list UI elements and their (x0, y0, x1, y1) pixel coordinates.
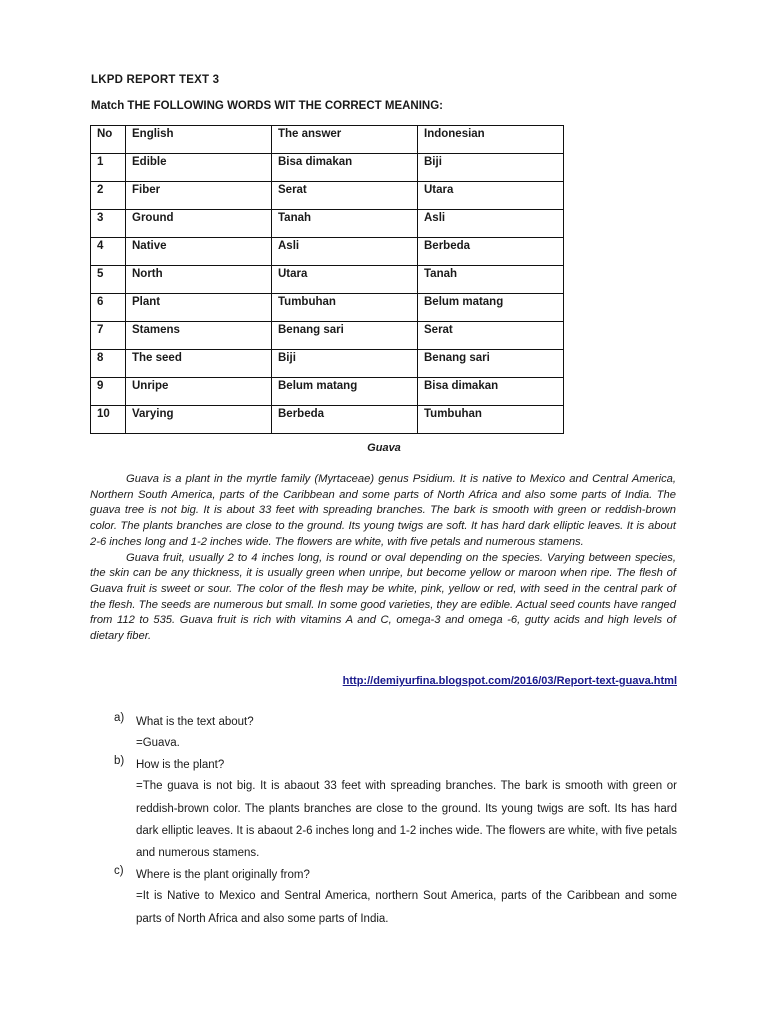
cell-english: Plant (126, 294, 272, 322)
cell-answer: Utara (272, 266, 418, 294)
question-text: How is the plant? (136, 759, 225, 772)
table-header-row (91, 126, 564, 154)
cell-no: 9 (91, 378, 126, 406)
cell-indonesian: Tumbuhan (418, 406, 564, 434)
cell-indonesian: Serat (418, 322, 564, 350)
cell-english: Edible (126, 154, 272, 182)
cell-english: Varying (126, 406, 272, 434)
header-indonesian: Indonesian (418, 126, 564, 154)
question-item (114, 755, 677, 864)
header-english: English (126, 126, 272, 154)
source-link[interactable]: http://demiyurfina.blogspot.com/2016/03/Report-text-guava.html (342, 675, 677, 687)
cell-english: North (126, 266, 272, 294)
answer-text: =Guava. (136, 737, 180, 749)
cell-indonesian: Tanah (418, 266, 564, 294)
cell-indonesian: Berbeda (418, 238, 564, 266)
cell-answer: Biji (272, 350, 418, 378)
question-list (114, 712, 677, 931)
question-marker: a) (114, 712, 125, 724)
cell-indonesian: Belum matang (418, 294, 564, 322)
document-title: LKPD REPORT TEXT 3 (91, 74, 220, 86)
cell-no: 8 (91, 350, 126, 378)
table-row (91, 378, 564, 406)
question-text: Where is the plant originally from? (136, 869, 310, 882)
cell-no: 3 (91, 210, 126, 238)
cell-english: Ground (126, 210, 272, 238)
cell-indonesian: Biji (418, 154, 564, 182)
question-marker: c) (114, 865, 124, 878)
cell-indonesian: Benang sari (418, 350, 564, 378)
passage-heading: Guava (367, 442, 401, 454)
answer-text: =It is Native to Mexico and Sentral America, northern Sout America, parts of the Caribbean and some parts of North Africa and also some parts of India. (136, 890, 677, 925)
cell-no: 4 (91, 238, 126, 266)
cell-answer: Tumbuhan (272, 294, 418, 322)
cell-answer: Benang sari (272, 322, 418, 350)
cell-answer: Asli (272, 238, 418, 266)
question-item (114, 865, 677, 930)
cell-no: 5 (91, 266, 126, 294)
cell-no: 7 (91, 322, 126, 350)
header-no: No (91, 126, 126, 154)
table-row (91, 182, 564, 210)
table-row (91, 210, 564, 238)
cell-english: The seed (126, 350, 272, 378)
passage-paragraph: Guava fruit, usually 2 to 4 inches long, is round or oval depending on the species. Varying between species, the skin can be any thickness, it is usually green when unripe, but become yellow or maroon when ripe. The flesh of Guava fruit is sweet or sour. The color of the flesh may be white, pink, yellow or red, with seed in the central park of the flesh. The seeds are numerous but small. In some good varieties, they are edible. Actual seed counts have ranged from 112 to 535. Guava fruit is rich with vitamins A and C, omega-3 and omega -6, gutty acids and high levels of dietary fiber. (90, 551, 676, 643)
passage-body (90, 472, 676, 645)
cell-no: 1 (91, 154, 126, 182)
question-marker: b) (114, 755, 125, 768)
cell-answer: Bisa dimakan (272, 154, 418, 182)
cell-indonesian: Utara (418, 182, 564, 210)
cell-no: 10 (91, 406, 126, 434)
instruction-text: Match THE FOLLOWING WORDS WIT THE CORRECT MEANING: (91, 100, 444, 112)
cell-indonesian: Bisa dimakan (418, 378, 564, 406)
cell-answer: Berbeda (272, 406, 418, 434)
table-row (91, 154, 564, 182)
table-row (91, 406, 564, 434)
passage-paragraph: Guava is a plant in the myrtle family (Myrtaceae) genus Psidium. It is native to Mexico and Central America, Northern South America, parts of the Caribbean and some parts of North Africa and also some parts of India. The guava tree is not big. It is about 33 feet with spreading branches. The bark is smooth with green or reddish-brown color. The plants branches are close to the ground. Its young twigs are soft. It has hard dark elliptic leaves. It is about 2-6 inches long and 1-2 inches wide. The flowers are white, with five petals and numerous stamens. (90, 473, 676, 548)
cell-english: Unripe (126, 378, 272, 406)
cell-english: Fiber (126, 182, 272, 210)
question-item (114, 712, 677, 754)
vocabulary-table (90, 125, 564, 434)
answer-text: =The guava is not big. It is abaout 33 feet with spreading branches. The bark is smooth with green or reddish-brown color. The plants branches are close to the ground. Its young twigs are soft. Its has hard dark elliptic leaves. It is abaout 2-6 inches long and 1-2 inches wide. The flowers are white, with five petals and numerous stamens. (136, 780, 677, 860)
cell-no: 6 (91, 294, 126, 322)
question-text: What is the text about? (136, 716, 254, 728)
table-row (91, 322, 564, 350)
table-row (91, 350, 564, 378)
table-row (91, 294, 564, 322)
cell-no: 2 (91, 182, 126, 210)
cell-answer: Belum matang (272, 378, 418, 406)
cell-answer: Serat (272, 182, 418, 210)
cell-answer: Tanah (272, 210, 418, 238)
cell-english: Stamens (126, 322, 272, 350)
header-answer: The answer (272, 126, 418, 154)
table-row (91, 238, 564, 266)
cell-english: Native (126, 238, 272, 266)
table-row (91, 266, 564, 294)
cell-indonesian: Asli (418, 210, 564, 238)
